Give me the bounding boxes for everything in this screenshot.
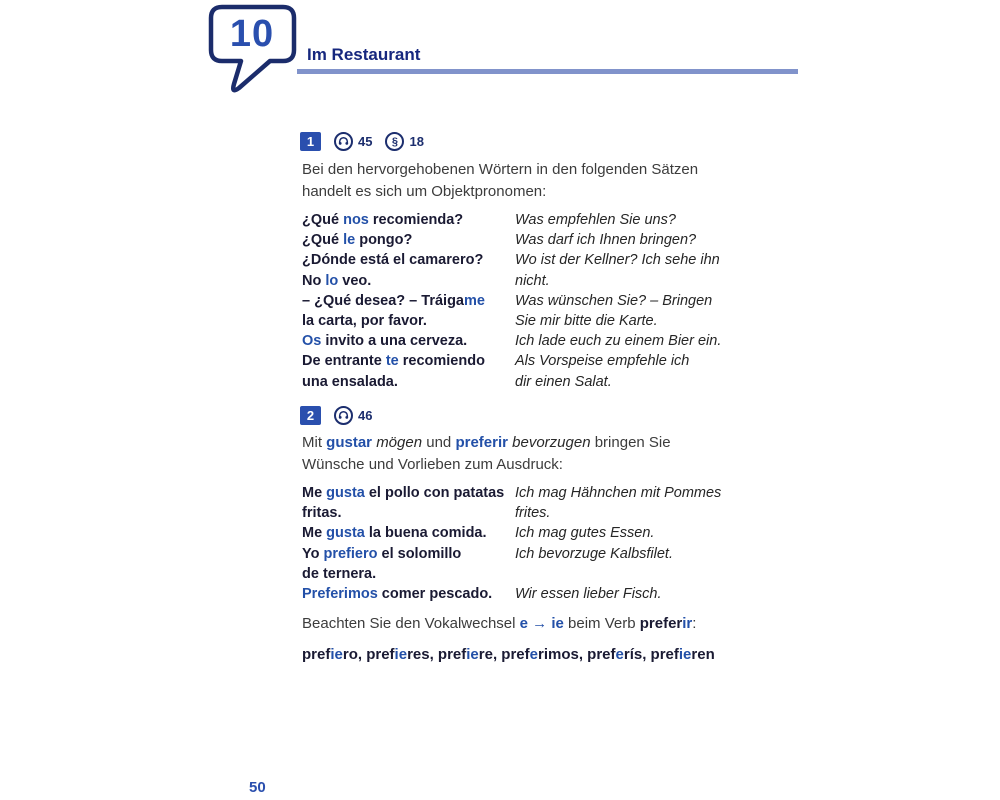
spanish-phrase: – ¿Qué desea? – Tráigame bbox=[302, 292, 485, 309]
headphones-icon bbox=[338, 410, 349, 421]
spanish-phrase: Preferimos comer pescado. bbox=[302, 586, 493, 603]
audio-icon bbox=[334, 406, 353, 425]
audio-icon bbox=[334, 132, 353, 151]
exercise-number-badge: 2 bbox=[300, 406, 321, 425]
page-number: 50 bbox=[249, 779, 266, 796]
title-rule bbox=[297, 69, 798, 74]
german-translation: Was empfehlen Sie uns? bbox=[515, 212, 676, 228]
chapter-title: Im Restaurant bbox=[307, 45, 421, 64]
german-translation bbox=[515, 564, 805, 584]
exercise-2-phrase-table bbox=[302, 483, 805, 604]
german-translation: Als Vorspeise empfehle ich bbox=[515, 353, 690, 370]
spanish-phrase: Me gusta la buena comida. bbox=[302, 525, 487, 542]
spanish-phrase: Me gusta el pollo con patatas bbox=[302, 485, 505, 501]
section-sign-glyph: § bbox=[391, 135, 399, 148]
spanish-phrase: una ensalada. bbox=[302, 373, 398, 390]
chapter-bubble bbox=[198, 2, 300, 96]
exercise-2-intro: Mit gustar mögen und preferir bevorzugen bringen Sie Wünsche und Vorlieben zum Ausdruck: bbox=[302, 434, 671, 473]
exercise-1-header bbox=[300, 132, 424, 151]
german-translation: Ich lade euch zu einem Bier ein. bbox=[515, 333, 722, 350]
german-translation: dir einen Salat. bbox=[515, 373, 612, 390]
german-translation: frites. bbox=[515, 505, 551, 522]
spanish-phrase: fritas. bbox=[302, 505, 342, 522]
spanish-phrase: Yo prefiero el solomillo bbox=[302, 545, 462, 562]
german-translation: Ich bevorzuge Kalbsfilet. bbox=[515, 545, 673, 562]
german-translation: Ich mag gutes Essen. bbox=[515, 525, 655, 542]
grammar-ref-number: 18 bbox=[409, 134, 424, 149]
german-translation: Was wünschen Sie? – Bringen bbox=[515, 292, 713, 309]
spanish-phrase: No lo veo. bbox=[302, 272, 372, 289]
spanish-phrase: ¿Qué nos recomienda? bbox=[302, 212, 464, 228]
german-translation: nicht. bbox=[515, 272, 550, 289]
spanish-phrase: Os invito a una cerveza. bbox=[302, 333, 468, 350]
headphones-icon bbox=[338, 136, 349, 147]
spanish-phrase: de ternera. bbox=[302, 565, 377, 582]
audio-track-number: 45 bbox=[358, 134, 373, 149]
exercise-1-intro: Bei den hervorgehobenen Wörtern in den folgenden Sätzen handelt es sich um Objektpronomen: bbox=[302, 161, 699, 200]
chapter-number: 10 bbox=[229, 13, 275, 55]
exercise-number-badge: 1 bbox=[300, 132, 321, 151]
german-translation: Sie mir bitte die Karte. bbox=[515, 313, 658, 330]
spanish-phrase: ¿Dónde está el camarero? bbox=[302, 252, 484, 269]
vowel-change-note: Beachten Sie den Vokalwechsel e → ie beim Verb preferir: bbox=[302, 615, 697, 632]
german-translation: Was darf ich Ihnen bringen? bbox=[515, 232, 697, 249]
exercise-2-header bbox=[300, 406, 372, 425]
spanish-phrase: ¿Qué le pongo? bbox=[302, 232, 413, 249]
exercise-1-phrase-table bbox=[302, 210, 805, 392]
german-translation: Wir essen lieber Fisch. bbox=[515, 586, 662, 603]
conjugation-line: prefiero, prefieres, prefiere, preferimos, preferís, prefieren bbox=[302, 646, 715, 663]
spanish-phrase: De entrante te recomiendo bbox=[302, 353, 485, 370]
audio-track-number: 46 bbox=[358, 408, 373, 423]
spanish-phrase: la carta, por favor. bbox=[302, 313, 427, 330]
grammar-section-icon bbox=[385, 132, 404, 151]
german-translation: Ich mag Hähnchen mit Pommes bbox=[515, 485, 722, 501]
german-translation: Wo ist der Kellner? Ich sehe ihn bbox=[515, 252, 720, 269]
